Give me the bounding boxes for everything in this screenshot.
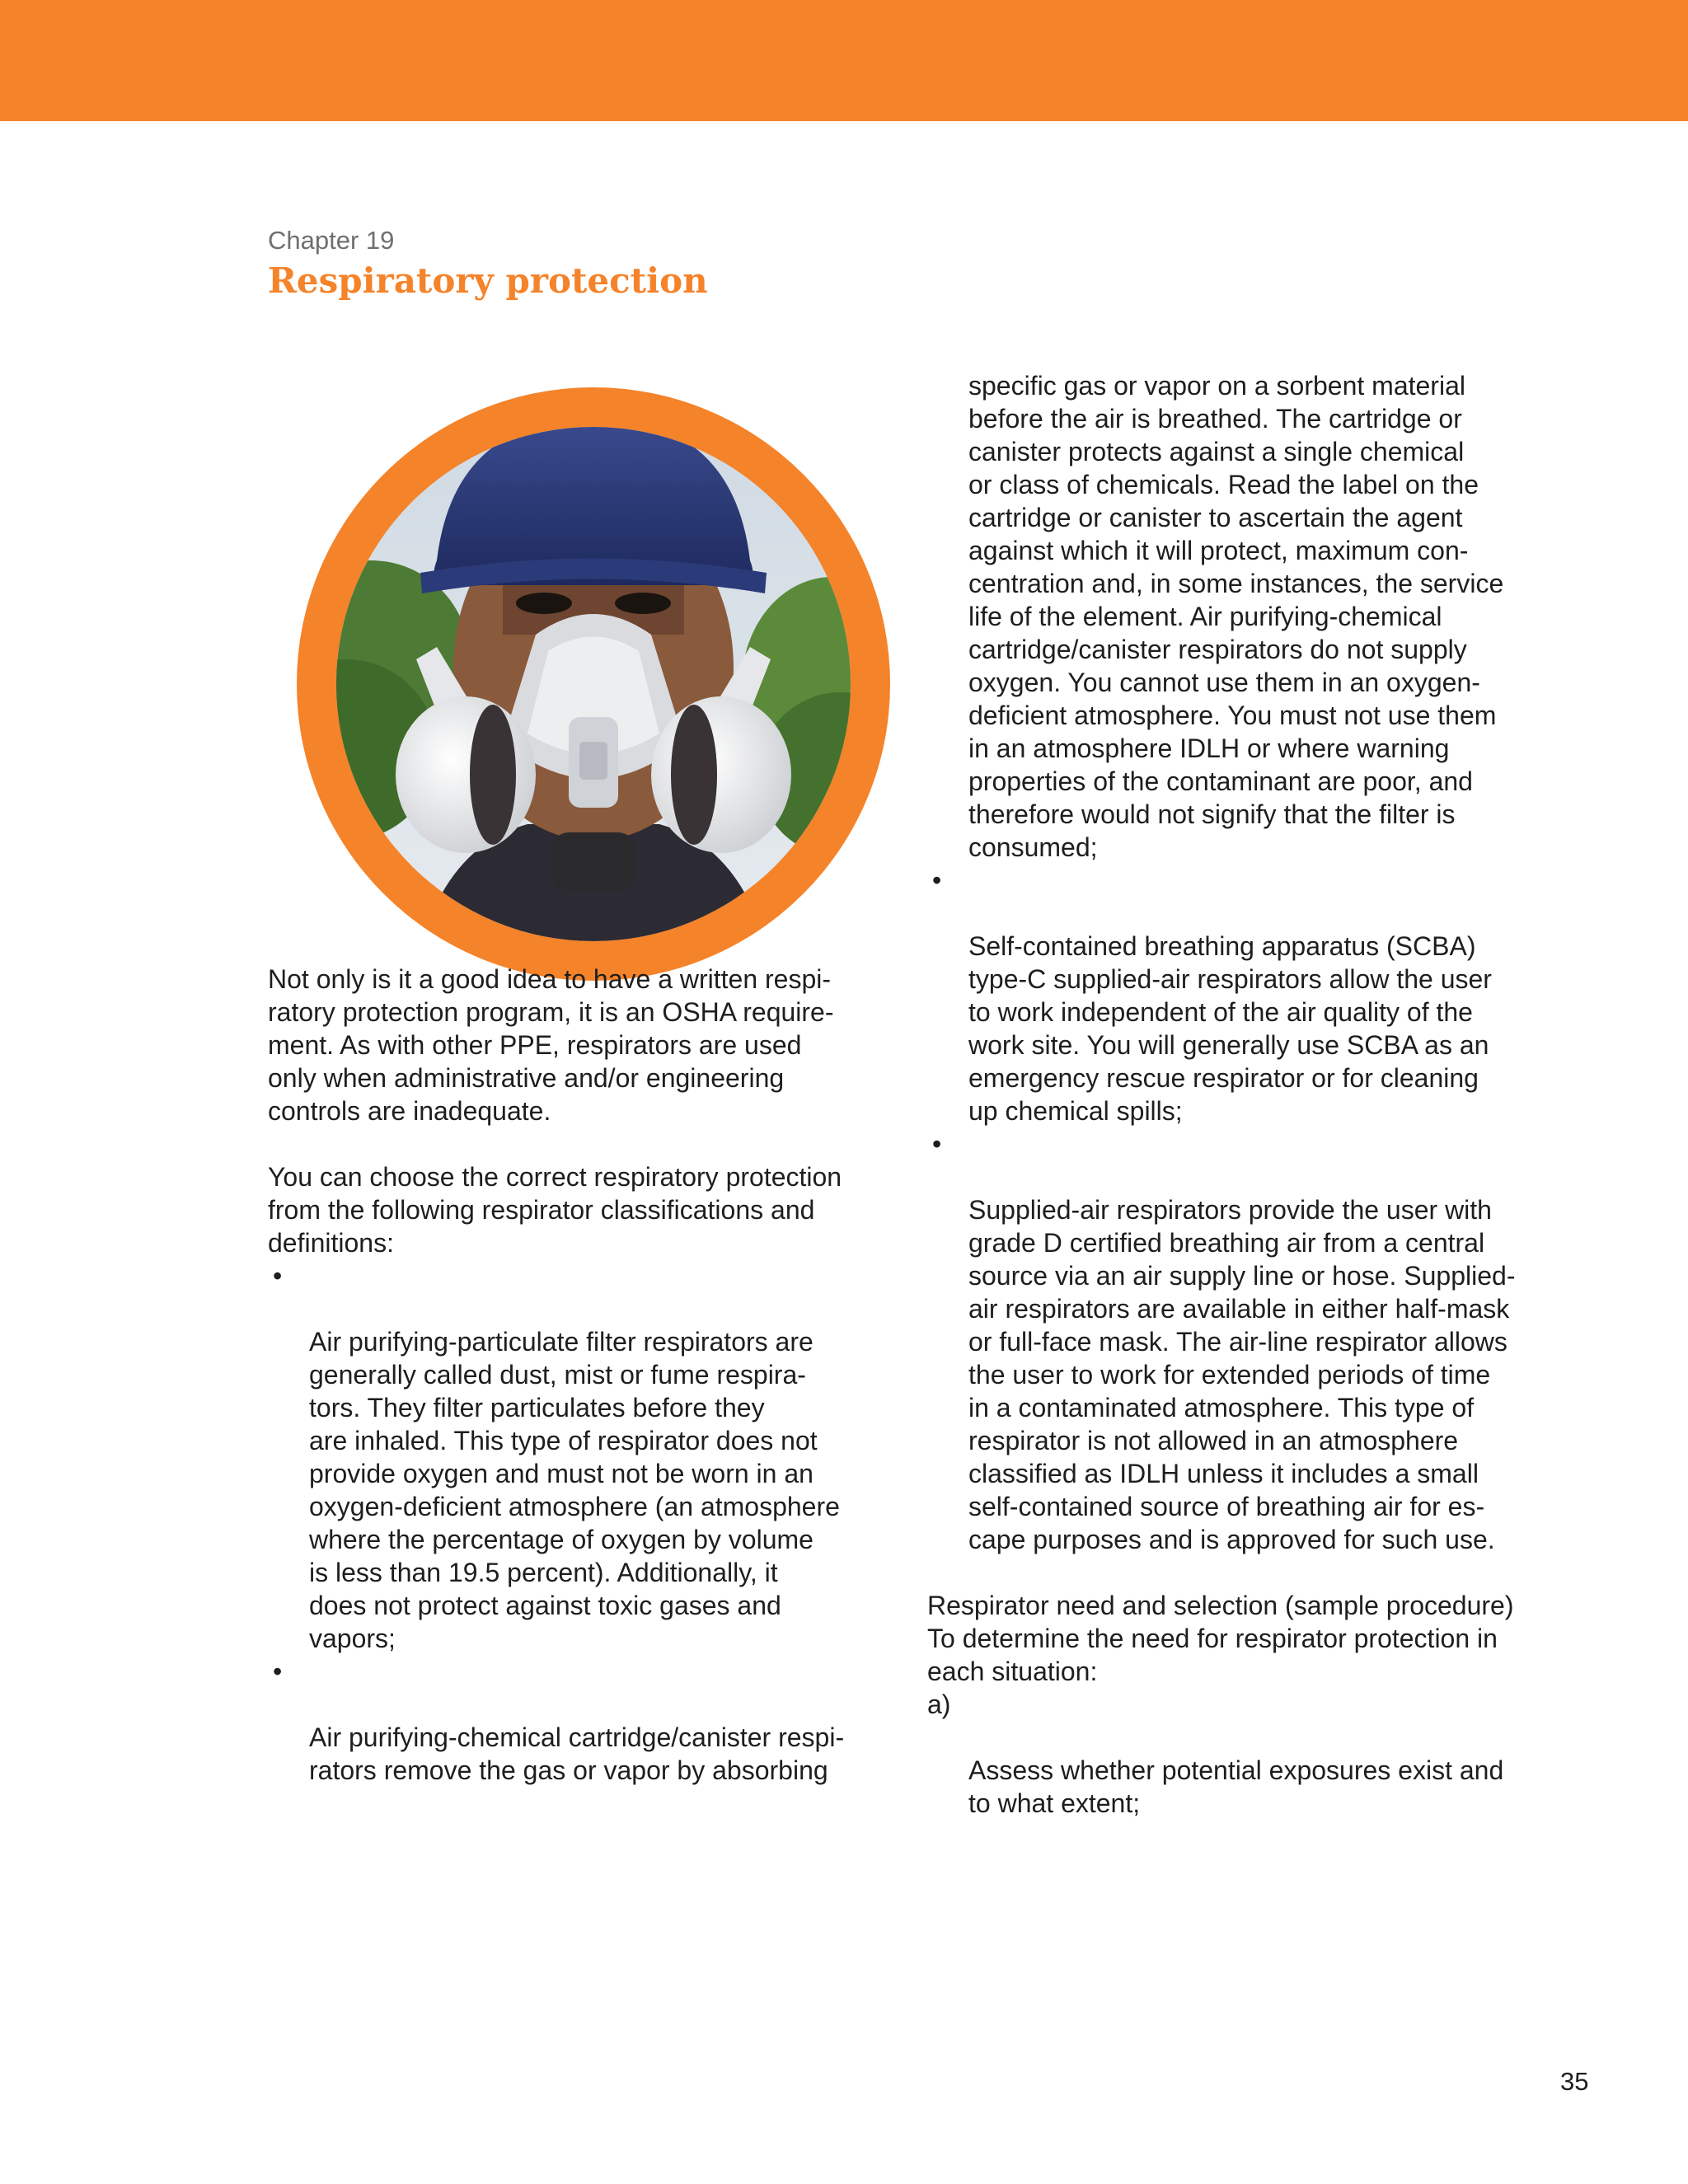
list-item-text: Self-contained breathing apparatus (SCBA) type-C supplied-air respirators allow the user to work independent of the air quality of the work site. You will generally use SCBA as an emergency rescue respirator or for cleaning up chemical spills; bbox=[968, 931, 1492, 1126]
classification-list bbox=[268, 1259, 894, 1787]
list-item-text: Air purifying-chemical cartridge/canister respi- rators remove the gas or vapor by absorbing bbox=[309, 1722, 845, 1785]
procedure-steps bbox=[927, 1688, 1554, 1820]
bullet-marker: • bbox=[932, 1129, 942, 1159]
list-item bbox=[927, 1127, 1554, 1556]
left-column bbox=[268, 963, 894, 1787]
list-item-text: Air purifying-particulate filter respirators are generally called dust, mist or fume respira- tors. They filter particulates before they are inhaled. This type of respirator does not provide oxygen and must not be worn in an oxygen-deficient atmosphere (an atmosphere where the percentage of oxygen by volume is less than 19.5 percent). Additionally, it does not protect against toxic gases and vapors; bbox=[309, 1327, 840, 1653]
list-item-continuation: specific gas or vapor on a sorbent material before the air is breathed. The cartridge or canister protects against a single chemical or class of chemicals. Read the label on the cartridge or canister to ascertain the agent against which it will protect, maximum con- centration and, in some instances, the service life of the element. Air purifying-chemical cartridge/canister respirators do not supply oxygen. You cannot use them in an oxygen- deficient atmosphere. You must not use them in an atmosphere IDLH or where warning properties of the contaminant are poor, and therefore would not signify that the filter is consumed; bbox=[968, 371, 1504, 862]
right-column bbox=[927, 369, 1554, 1820]
page-number: 35 bbox=[1560, 2067, 1589, 2096]
list-item bbox=[927, 864, 1554, 1127]
worker-in-respirator-mask-photo bbox=[297, 387, 890, 981]
list-item-text: Supplied-air respirators provide the user with grade D certified breathing air from a central source via an air supply line or hose. Supplied- air respirators are available in either half-mask or full-face mask. The air-line respirator allows the user to work for extended periods of time in a contaminated atmosphere. This type of respirator is not allowed in an atmosphere classified as IDLH unless it includes a small self-contained source of breathing air for es- cape purposes and is approved for such use. bbox=[968, 1195, 1516, 1554]
bullet-marker: • bbox=[932, 865, 942, 895]
list-item bbox=[927, 1688, 1554, 1820]
intro-paragraph: Not only is it a good idea to have a written respi- ratory protection program, it is an OSHA require- ment. As with other PPE, respirators are used only when administrative and/or engineering controls are inadequate. bbox=[268, 964, 834, 1126]
procedure-intro: Respirator need and selection (sample procedure) To determine the need for respirator protection in each situation: bbox=[927, 1591, 1514, 1686]
paragraph-gap bbox=[268, 1127, 894, 1160]
classification-intro: You can choose the correct respiratory protection from the following respirator classifications and definitions: bbox=[268, 1162, 842, 1258]
header-band bbox=[0, 0, 1688, 121]
classification-list-continued bbox=[927, 864, 1554, 1556]
chapter-title: Respiratory protection bbox=[268, 260, 708, 301]
list-item-text: Assess whether potential exposures exist and to what extent; bbox=[968, 1755, 1504, 1818]
chapter-label: Chapter 19 bbox=[268, 226, 395, 255]
list-item bbox=[268, 1655, 894, 1787]
bullet-marker: • bbox=[273, 1261, 283, 1291]
bullet-marker: • bbox=[273, 1657, 283, 1686]
list-item bbox=[268, 1259, 894, 1655]
step-marker: a) bbox=[927, 1690, 951, 1719]
paragraph-gap bbox=[927, 1556, 1554, 1589]
